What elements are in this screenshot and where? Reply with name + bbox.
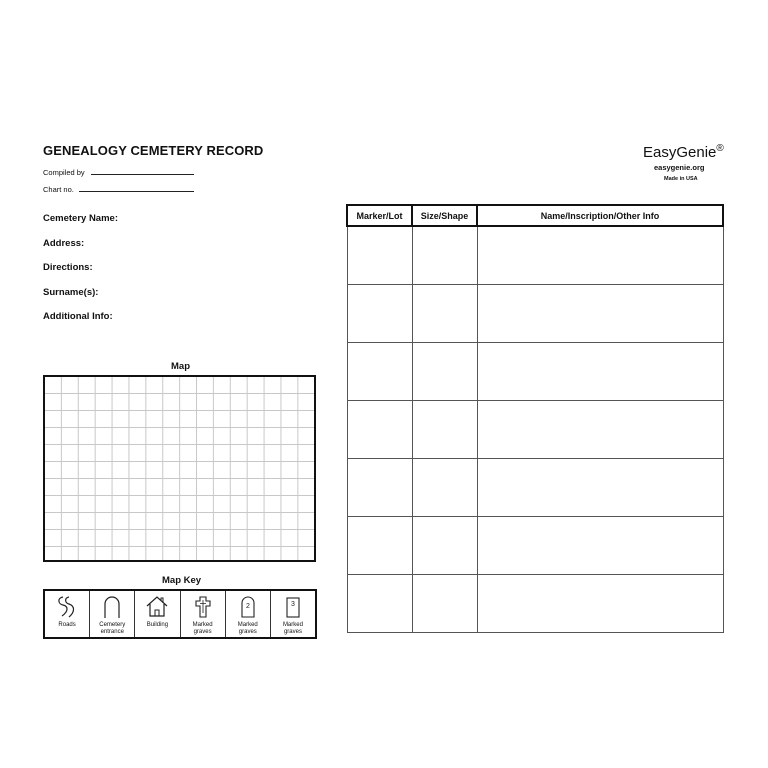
size-shape-cell[interactable] [412,343,477,401]
record-table [346,204,724,633]
map-label: Map [171,361,190,372]
map-key-label-numbered-tombstone: Marked graves [237,622,258,635]
table-row [347,226,723,285]
map-key-item-building [135,591,180,637]
header-size-shape: Size/Shape [412,205,477,226]
marker-lot-cell[interactable] [347,343,412,401]
additional-info-label: Additional Info: [43,311,113,322]
map-key-label-roads: Roads [58,622,76,628]
map-key-label-cross-grave: Marked graves [192,622,213,635]
size-shape-cell[interactable] [412,226,477,285]
made-in-label: Made in USA [664,176,698,182]
size-shape-cell[interactable] [412,517,477,575]
numbered-marker-icon [284,595,302,619]
record-table-body [347,226,723,633]
inscription-cell[interactable] [477,343,723,401]
map-key-item-cross-grave [181,591,226,637]
inscription-cell[interactable] [477,459,723,517]
gate-icon [103,595,121,619]
inscription-cell[interactable] [477,226,723,285]
compiled-by-label: Compiled by [43,168,85,177]
inscription-cell[interactable] [477,401,723,459]
marker-lot-cell[interactable] [347,459,412,517]
tombstone-number: 2 [245,603,250,610]
compiled-by-line[interactable] [91,174,194,175]
map-grid[interactable] [43,375,316,562]
table-row [347,459,723,517]
size-shape-cell[interactable] [412,401,477,459]
cross-grave-icon [193,595,213,619]
marker-lot-cell[interactable] [347,575,412,633]
marker-lot-cell[interactable] [347,285,412,343]
inscription-cell[interactable] [477,517,723,575]
marker-lot-cell[interactable] [347,401,412,459]
map-key-item-entrance [90,591,135,637]
inscription-cell[interactable] [477,285,723,343]
address-label: Address: [43,238,85,249]
brand-logo [643,143,724,161]
table-row [347,575,723,633]
chart-no-line[interactable] [79,191,194,192]
directions-label: Directions: [43,262,93,273]
brand-url: easygenie.org [654,163,705,172]
table-row [347,517,723,575]
size-shape-cell[interactable] [412,575,477,633]
brand-name: EasyGenie [643,144,717,161]
map-key-box [43,589,317,639]
registered-mark: ® [716,143,724,154]
map-key-item-numbered-tombstone [226,591,271,637]
marker-lot-cell[interactable] [347,517,412,575]
road-icon [56,595,78,619]
marker-lot-cell[interactable] [347,226,412,285]
page-title: GENEALOGY CEMETERY RECORD [43,143,264,158]
map-key-item-roads [45,591,90,637]
house-icon [145,595,169,617]
map-key-label-building: Building [146,622,169,628]
map-key-label-numbered-marker: Marked graves [282,622,303,635]
size-shape-cell[interactable] [412,285,477,343]
numbered-tombstone-icon [239,595,257,619]
surnames-label: Surname(s): [43,287,99,298]
map-key-label-entrance: Cemetery entrance [99,622,126,635]
cemetery-name-label: Cemetery Name: [43,213,118,224]
chart-no-label: Chart no. [43,185,74,194]
table-row [347,285,723,343]
table-row [347,401,723,459]
table-row [347,343,723,401]
inscription-cell[interactable] [477,575,723,633]
header-name-inscription: Name/Inscription/Other Info [477,205,723,226]
map-key-item-numbered-marker [271,591,315,637]
header-marker-lot: Marker/Lot [347,205,412,226]
map-key-label: Map Key [162,575,202,586]
size-shape-cell[interactable] [412,459,477,517]
marker-number: 3 [290,601,295,608]
